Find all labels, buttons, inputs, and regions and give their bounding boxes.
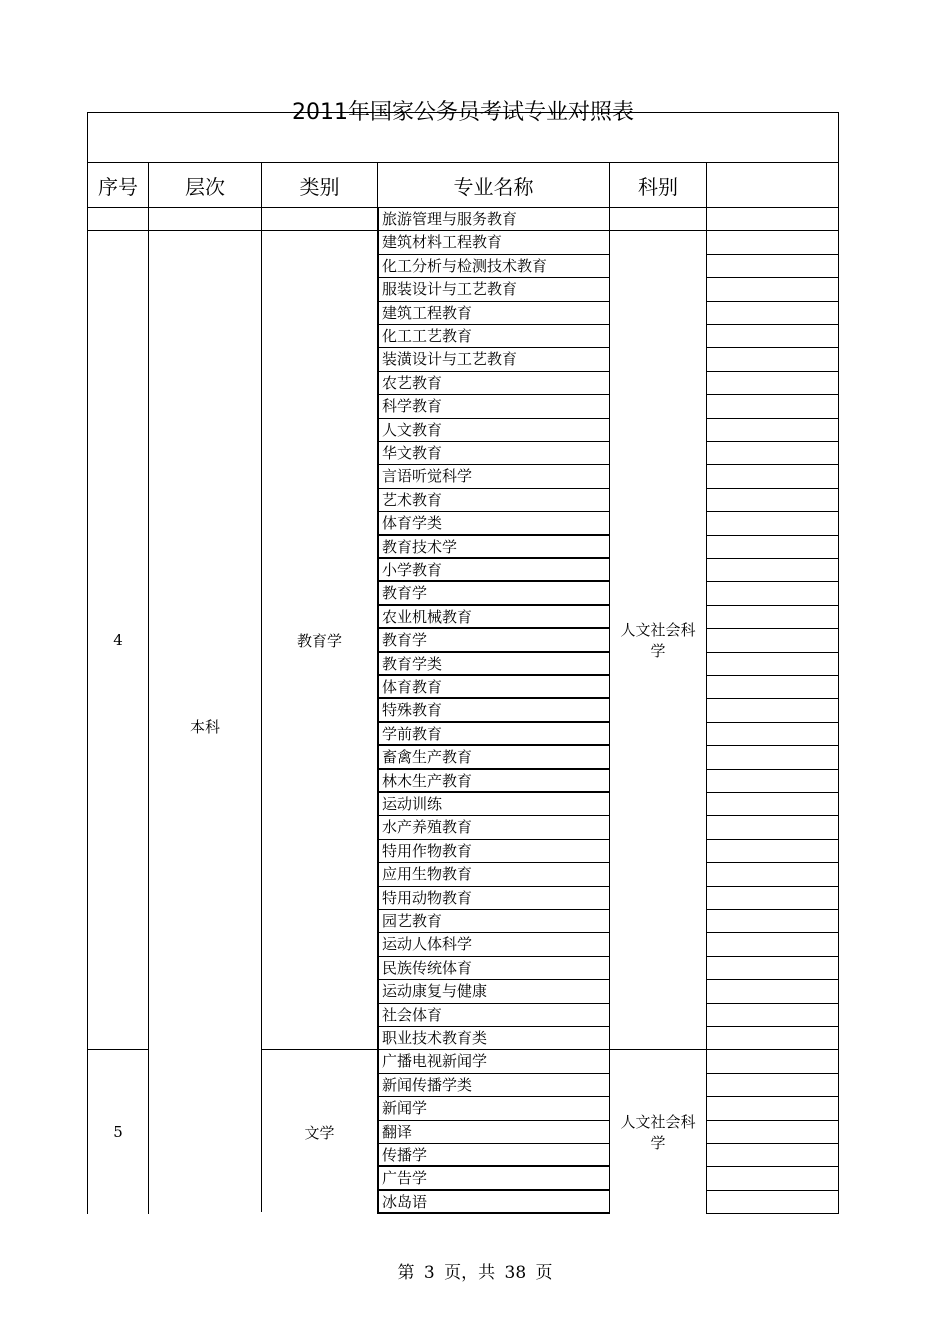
major-cell: 园艺教育 <box>378 910 610 933</box>
major-cell: 应用生物教育 <box>378 863 610 886</box>
extra-cell <box>707 536 839 559</box>
major-cell: 建筑工程教育 <box>378 302 610 325</box>
major-cell: 广告学 <box>378 1167 610 1190</box>
extra-cell <box>707 957 839 980</box>
major-cell: 教育学 <box>378 629 610 652</box>
spreadsheet-page <box>87 100 839 1212</box>
major-cell: 科学教育 <box>378 395 610 418</box>
extra-cell <box>707 395 839 418</box>
extra-cell <box>707 372 839 395</box>
major-cell: 教育学类 <box>378 653 610 676</box>
category-cell-empty <box>262 208 378 231</box>
extra-cell <box>707 442 839 465</box>
extra-cell <box>707 1167 839 1190</box>
major-cell: 传播学 <box>378 1144 610 1167</box>
extra-cell <box>707 1050 839 1073</box>
major-cell: 水产养殖教育 <box>378 816 610 839</box>
level-cell-empty <box>149 208 262 231</box>
extra-cell <box>707 629 839 652</box>
major-cell: 旅游管理与服务教育 <box>378 208 610 231</box>
major-cell: 体育学类 <box>378 512 610 535</box>
seq-cell: 5 <box>87 1050 149 1214</box>
major-cell: 艺术教育 <box>378 489 610 512</box>
extra-cell <box>707 606 839 629</box>
major-cell: 林木生产教育 <box>378 770 610 793</box>
extra-cell <box>707 746 839 769</box>
major-cell: 学前教育 <box>378 723 610 746</box>
extra-cell <box>707 465 839 488</box>
extra-cell <box>707 348 839 371</box>
footer-total-pages: 38 <box>504 1263 527 1283</box>
seq-cell: 4 <box>87 231 149 1050</box>
major-cell: 新闻传播学类 <box>378 1074 610 1097</box>
category-cell: 教育学 <box>262 231 378 1050</box>
extra-cell <box>707 653 839 676</box>
extra-cell <box>707 793 839 816</box>
seq-cell-empty <box>87 208 149 231</box>
major-cell: 运动人体科学 <box>378 933 610 956</box>
extra-cell <box>707 863 839 886</box>
extra-cell <box>707 887 839 910</box>
major-cell: 特用作物教育 <box>378 840 610 863</box>
footer-prefix: 第 <box>397 1263 415 1283</box>
major-cell: 化工工艺教育 <box>378 325 610 348</box>
extra-cell <box>707 980 839 1003</box>
footer-mid: 页，共 <box>444 1263 496 1283</box>
major-cell: 建筑材料工程教育 <box>378 231 610 254</box>
extra-cell <box>707 302 839 325</box>
extra-cell <box>707 1027 839 1050</box>
extra-cell <box>707 723 839 746</box>
extra-cell <box>707 1191 839 1214</box>
major-cell: 体育教育 <box>378 676 610 699</box>
major-cell: 畜禽生产教育 <box>378 746 610 769</box>
page-footer <box>0 1258 950 1283</box>
level-cell: 本科 <box>149 231 262 1212</box>
major-cell: 新闻学 <box>378 1097 610 1120</box>
extra-cell <box>707 933 839 956</box>
extra-cell <box>707 512 839 535</box>
major-cell: 农业机械教育 <box>378 606 610 629</box>
extra-cell <box>707 816 839 839</box>
major-cell: 民族传统体育 <box>378 957 610 980</box>
header-cell-5 <box>707 162 839 208</box>
footer-page-number: 3 <box>423 1263 435 1283</box>
major-cell: 冰岛语 <box>378 1191 610 1214</box>
extra-cell <box>707 208 839 231</box>
major-cell: 小学教育 <box>378 559 610 582</box>
major-cell: 运动训练 <box>378 793 610 816</box>
extra-cell <box>707 325 839 348</box>
major-cell: 言语听觉科学 <box>378 465 610 488</box>
extra-cell <box>707 910 839 933</box>
major-cell: 职业技术教育类 <box>378 1027 610 1050</box>
subject-cell: 人文社会科学 <box>610 231 707 1050</box>
subject-cell: 人文社会科学 <box>610 1050 707 1214</box>
major-cell: 农艺教育 <box>378 372 610 395</box>
header-cell-3: 专业名称 <box>378 162 610 208</box>
header-cell-1: 层次 <box>149 162 262 208</box>
extra-cell <box>707 840 839 863</box>
extra-cell <box>707 231 839 254</box>
major-cell: 特殊教育 <box>378 699 610 722</box>
major-cell: 人文教育 <box>378 419 610 442</box>
extra-cell <box>707 582 839 605</box>
extra-cell <box>707 255 839 278</box>
extra-cell <box>707 419 839 442</box>
major-cell: 运动康复与健康 <box>378 980 610 1003</box>
major-cell: 特用动物教育 <box>378 887 610 910</box>
extra-cell <box>707 1121 839 1144</box>
category-cell: 文学 <box>262 1050 378 1214</box>
extra-cell <box>707 699 839 722</box>
subject-cell-empty <box>610 208 707 231</box>
extra-cell <box>707 1004 839 1027</box>
extra-cell <box>707 559 839 582</box>
major-cell: 教育技术学 <box>378 536 610 559</box>
extra-cell <box>707 489 839 512</box>
extra-cell <box>707 278 839 301</box>
major-cell: 社会体育 <box>378 1004 610 1027</box>
footer-suffix: 页 <box>535 1263 553 1283</box>
major-cell: 服装设计与工艺教育 <box>378 278 610 301</box>
major-cell: 教育学 <box>378 582 610 605</box>
extra-cell <box>707 676 839 699</box>
major-cell: 华文教育 <box>378 442 610 465</box>
extra-cell <box>707 770 839 793</box>
header-cell-0: 序号 <box>87 162 149 208</box>
major-cell: 广播电视新闻学 <box>378 1050 610 1073</box>
extra-cell <box>707 1097 839 1120</box>
header-cell-4: 科别 <box>610 162 707 208</box>
major-cell: 化工分析与检测技术教育 <box>378 255 610 278</box>
major-cell: 翻译 <box>378 1121 610 1144</box>
major-cell: 装潢设计与工艺教育 <box>378 348 610 371</box>
extra-cell <box>707 1144 839 1167</box>
header-cell-2: 类别 <box>262 162 378 208</box>
page-title: 2011年国家公务员考试专业对照表 <box>292 100 634 125</box>
extra-cell <box>707 1074 839 1097</box>
